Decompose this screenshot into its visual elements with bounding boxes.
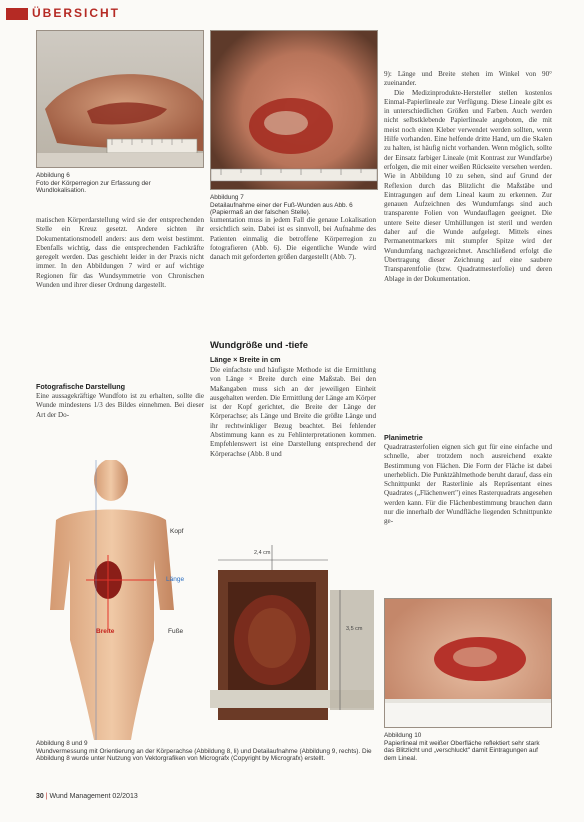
page-number: 30 bbox=[36, 793, 44, 800]
figure-8-body-diagram bbox=[36, 460, 194, 740]
figure-8-9-caption-text: Wundvermessung mit Orientierung an der Körperachse (Abbildung 8, li) und Detailaufnahme (Abbildung 9, rechts). Die Abbildung 8 wurde unter Nutzung von Vektorgrafiken von Micrografx (Copyright by Micrografx) erstellt. bbox=[36, 747, 372, 763]
heading-fotografische-darstellung: Fotografische Darstellung bbox=[36, 382, 126, 391]
figure-10-caption bbox=[384, 732, 550, 762]
column-2-paragraph: kumentation muss in jedem Fall die genaue Lokalisation ersichtlich sein. Dabei ist es sinnvoll, bei Aufnahme des Patienten einmalig die betroffene Körperregion zu fotografieren (Abb. 6). Die eigentliche Wunde wird danach mit geforderten größen dargestellt (Abb. 7). bbox=[210, 216, 376, 262]
column-2-text-body bbox=[210, 366, 376, 459]
column-2-paragraph-2: Die einfachste und häufigste Methode ist die Ermittlung von Länge × Breite durch eine Maßstab. Bei den Maßangaben muss sich an der jeweiligen Einheit ausgehalten werden. Die Ermittlung der Länge am Körper ist der Kopf gerichtet, die Breite der Länge der Körperachse; als Länge und Breite die größte Länge und ihr rechtwinkliger Bezug beachtet. Bei fehlender Abstimmung kann es zu Fehlinterpretationen kommen. Empfehlenswert ist eine Darstellung entsprechend der Körperachse (Abb. 8 und bbox=[210, 366, 376, 458]
journal-issue: Wund Management 02/2013 bbox=[49, 793, 138, 800]
wound-foot-image bbox=[211, 31, 377, 189]
footer-separator: | bbox=[45, 793, 50, 800]
section-title: ÜBERSICHT bbox=[32, 6, 121, 20]
ruler-laenge-label: 3,5 cm bbox=[346, 626, 363, 632]
figure-7-caption bbox=[210, 194, 378, 217]
label-breite: Breite bbox=[96, 628, 115, 635]
ruler-breite-label: 2,4 cm bbox=[254, 550, 271, 556]
figure-7-caption-text: Detailaufnahme einer der Fuß-Wunden aus Abb. 6 (Papiermaß an der falschen Stelle). bbox=[210, 201, 353, 217]
column-3-text-plan bbox=[384, 443, 552, 527]
body-outline-image bbox=[36, 460, 194, 740]
column-1-paragraph: matischen Körperdarstellung wird sie der entsprechenden Stelle ein Kreuz gesetzt. Andere sichten ihr Dokumentationsmodell anders: aus dem weist bestimmt. Ebenfalls wichtig, dass die entsprechenden Fachkräfte geregelt werden. Das geschieht leider in der Praxis nicht immer. In den Abbildungen 7 wird er auf wichtige Regionen für das Wundsymmetrie von Chronischen Wunden und ihrer dieser Ordnung dargestellt. bbox=[36, 216, 204, 290]
section-color-bar bbox=[6, 8, 28, 20]
figure-8-9-caption bbox=[36, 740, 376, 763]
paper-ruler-wound-image bbox=[385, 599, 551, 727]
heading-wundgroesse: Wundgröße und -tiefe bbox=[210, 340, 308, 351]
heading-laenge-breite: Länge × Breite in cm bbox=[210, 355, 281, 364]
figure-10-caption-text: Papierlineal mit weißer Oberfläche reflektiert sehr stark das Blitzlicht und „verschluckt" damit Eintragungen auf dem Lineal. bbox=[384, 739, 540, 762]
label-fuss: Fuße bbox=[168, 628, 184, 635]
column-1-text bbox=[36, 216, 204, 290]
wound-leg-image bbox=[37, 31, 203, 167]
wound-measurement-image bbox=[210, 530, 374, 740]
label-laenge: Länge bbox=[166, 576, 185, 583]
figure-6-title: Abbildung 6 bbox=[36, 172, 70, 179]
figure-7-photo bbox=[210, 30, 378, 190]
figure-9-photo bbox=[210, 530, 374, 740]
figure-10-title: Abbildung 10 bbox=[384, 732, 422, 739]
heading-planimetrie: Planimetrie bbox=[384, 433, 423, 442]
column-1-paragraph-2: Eine aussagekräftige Wundfoto ist zu erhalten, sollte die Wunde mindestens 1/3 des Bildes einnehmen. Bei dieser Art der Do- bbox=[36, 392, 204, 419]
column-2-text bbox=[210, 216, 376, 262]
column-3-text bbox=[384, 70, 552, 284]
column-3-paragraph-1: 9): Länge und Breite stehen im Winkel von 90° zueinander. bbox=[384, 70, 552, 88]
figure-6-caption bbox=[36, 172, 202, 195]
column-3-paragraph-3: Quadratrasterfolien eignen sich gut für eine einfache und schnelle, aber trotzdem noch ausreichend exakte Bestimmung von Flächen. Die Form der Fläche ist dabei unerheblich. Die Punktzählmethode beruht darauf, dass ein Schnittpunkt der Rasterlinie als Repräsentant eines Quadrates („Flächenwert") eines Rasterquadrats angesehen werden kann. Für die Flächenbestimmung brauchen dann nur die innerhalb der Wundfläche liegenden Schnittpunkte ge- bbox=[384, 443, 552, 526]
page-footer bbox=[36, 793, 138, 800]
column-1-text-bottom bbox=[36, 392, 204, 420]
figure-7-title: Abbildung 7 bbox=[210, 194, 244, 201]
figure-6-photo bbox=[36, 30, 204, 168]
column-3-paragraph-2: Die Medizinprodukte-Hersteller stellen kostenlos Einmal-Papierlineale zur Verfügung. Diese Lineale gibt es in unterschiedlichen Größen und Farben. Auch werden nicht selbstklebende Papierlineale angeboten, die mit meist noch einen Kleber verwendet werden sollten, wenn Hilfe vorhanden. Eine helfende dritte Hand, um die Skalen zu halten, ist häufig nicht vorhanden. Wenn möglich, sollte der Einsatz farbiger Lineale (mit Kontrast zur Wundfarbe) erfolgen, die mit einer weißen Rückseite versehen werden. Wie in Abbildung 10 zu sehen, sind auf Grund der Reflexion durch das Blitzlicht die Maßstäbe und Eintragungen auf dem Lineal kaum zu erkennen. Zur genauen Aufzeichnen des Wundumfangs sind auch transparente Folien von Wundauflagen geeignet. Die untere Seite dieser Umhüllungen ist steril und werden daher auf die Wunde aufgelegt. Mittels eines Permanentmarkers mit stumpfer Spitze wird der Wundumfang nachgezeichnet. Anschließend erfolgt die Übertragung dieser Zeichnung auf eine saubere Transparentfolie (bzw. Quadratmesterfolie) und deren Ablage in der Dokumentation. bbox=[384, 88, 552, 283]
figure-8-9-title: Abbildung 8 und 9 bbox=[36, 740, 88, 747]
label-kopf: Kopf bbox=[170, 528, 184, 535]
figure-10-photo bbox=[384, 598, 552, 728]
figure-6-caption-text: Foto der Körperregion zur Erfassung der Wundlokalisation. bbox=[36, 179, 151, 195]
